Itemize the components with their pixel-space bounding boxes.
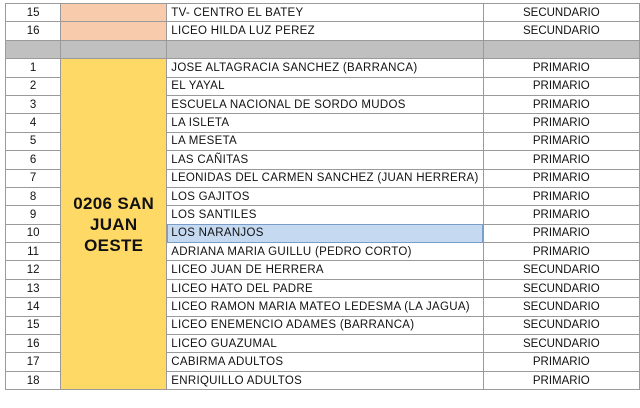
level-cell[interactable]: PRIMARIO (483, 243, 639, 261)
separator-cell[interactable] (61, 40, 167, 58)
school-name-cell[interactable]: LICEO HATO DEL PADRE (167, 279, 483, 297)
school-name-cell[interactable]: LICEO GUAZUMAL (167, 335, 483, 353)
row-number-cell[interactable]: 18 (6, 371, 61, 389)
row-number-cell[interactable]: 12 (6, 261, 61, 279)
level-cell[interactable]: PRIMARIO (483, 151, 639, 169)
selected-school-name-cell[interactable]: LOS NARANJOS (167, 224, 483, 242)
separator-row (6, 40, 640, 58)
level-cell[interactable]: SECUNDARIO (483, 261, 639, 279)
level-cell[interactable]: SECUNDARIO (483, 279, 639, 297)
school-name-cell[interactable]: LOS GAJITOS (167, 187, 483, 205)
district-label: 0206 SAN JUAN OESTE (73, 193, 155, 255)
level-cell[interactable]: PRIMARIO (483, 206, 639, 224)
school-name-cell[interactable]: LAS CAÑITAS (167, 151, 483, 169)
row-number-cell[interactable]: 13 (6, 279, 61, 297)
level-cell[interactable]: PRIMARIO (483, 353, 639, 371)
row-number-cell[interactable]: 1 (6, 59, 61, 77)
school-name-cell[interactable]: LOS SANTILES (167, 206, 483, 224)
row-number-cell[interactable]: 16 (6, 335, 61, 353)
row-number-cell[interactable]: 6 (6, 151, 61, 169)
row-number-cell[interactable]: 15 (6, 316, 61, 334)
level-cell[interactable]: PRIMARIO (483, 95, 639, 113)
district-cell[interactable] (61, 22, 167, 40)
row-number-cell[interactable]: 17 (6, 353, 61, 371)
school-name-cell[interactable]: CABIRMA ADULTOS (167, 353, 483, 371)
level-cell[interactable]: PRIMARIO (483, 169, 639, 187)
row-number-cell[interactable]: 10 (6, 224, 61, 242)
row-number-cell[interactable]: 4 (6, 114, 61, 132)
school-name-cell[interactable]: LICEO JUAN DE HERRERA (167, 261, 483, 279)
level-cell[interactable]: PRIMARIO (483, 187, 639, 205)
school-name-cell[interactable]: LEONIDAS DEL CARMEN SANCHEZ (JUAN HERRERA) (167, 169, 483, 187)
table-row (6, 22, 640, 40)
level-cell[interactable]: SECUNDARIO (483, 298, 639, 316)
district-cell[interactable] (61, 4, 167, 22)
school-name-cell[interactable]: LICEO RAMON MARIA MATEO LEDESMA (LA JAGUA) (167, 298, 483, 316)
table-row (6, 59, 640, 77)
school-name-cell[interactable]: LA MESETA (167, 132, 483, 150)
level-cell[interactable]: PRIMARIO (483, 132, 639, 150)
row-number-cell[interactable]: 16 (6, 22, 61, 40)
row-number-cell[interactable]: 15 (6, 4, 61, 22)
level-cell[interactable]: PRIMARIO (483, 59, 639, 77)
row-number-cell[interactable]: 11 (6, 243, 61, 261)
school-name-cell[interactable]: ADRIANA MARIA GUILLU (PEDRO CORTO) (167, 243, 483, 261)
district-merged-cell[interactable] (61, 59, 167, 390)
school-name-cell[interactable]: ENRIQUILLO ADULTOS (167, 371, 483, 389)
level-cell[interactable]: SECUNDARIO (483, 316, 639, 334)
school-name-cell[interactable]: LICEO ENEMENCIO ADAMES (BARRANCA) (167, 316, 483, 334)
school-name-cell[interactable]: LA ISLETA (167, 114, 483, 132)
row-number-cell[interactable]: 8 (6, 187, 61, 205)
separator-cell[interactable] (167, 40, 483, 58)
level-cell[interactable]: SECUNDARIO (483, 335, 639, 353)
school-name-cell[interactable]: LICEO HILDA LUZ PEREZ (167, 22, 483, 40)
school-name-cell[interactable]: ESCUELA NACIONAL DE SORDO MUDOS (167, 95, 483, 113)
row-number-cell[interactable]: 3 (6, 95, 61, 113)
level-cell[interactable]: SECUNDARIO (483, 4, 639, 22)
row-number-cell[interactable]: 2 (6, 77, 61, 95)
separator-cell[interactable] (483, 40, 639, 58)
row-number-cell[interactable]: 14 (6, 298, 61, 316)
school-name-cell[interactable]: TV- CENTRO EL BATEY (167, 4, 483, 22)
level-cell[interactable]: PRIMARIO (483, 114, 639, 132)
school-name-cell[interactable]: EL YAYAL (167, 77, 483, 95)
level-cell[interactable]: SECUNDARIO (483, 22, 639, 40)
school-name-cell[interactable]: JOSE ALTAGRACIA SANCHEZ (BARRANCA) (167, 59, 483, 77)
level-cell[interactable]: PRIMARIO (483, 224, 639, 242)
row-number-cell[interactable]: 7 (6, 169, 61, 187)
row-number-cell[interactable]: 9 (6, 206, 61, 224)
table-row (6, 4, 640, 22)
level-cell[interactable]: PRIMARIO (483, 371, 639, 389)
separator-cell[interactable] (6, 40, 61, 58)
schools-table (5, 3, 640, 390)
level-cell[interactable]: PRIMARIO (483, 77, 639, 95)
row-number-cell[interactable]: 5 (6, 132, 61, 150)
